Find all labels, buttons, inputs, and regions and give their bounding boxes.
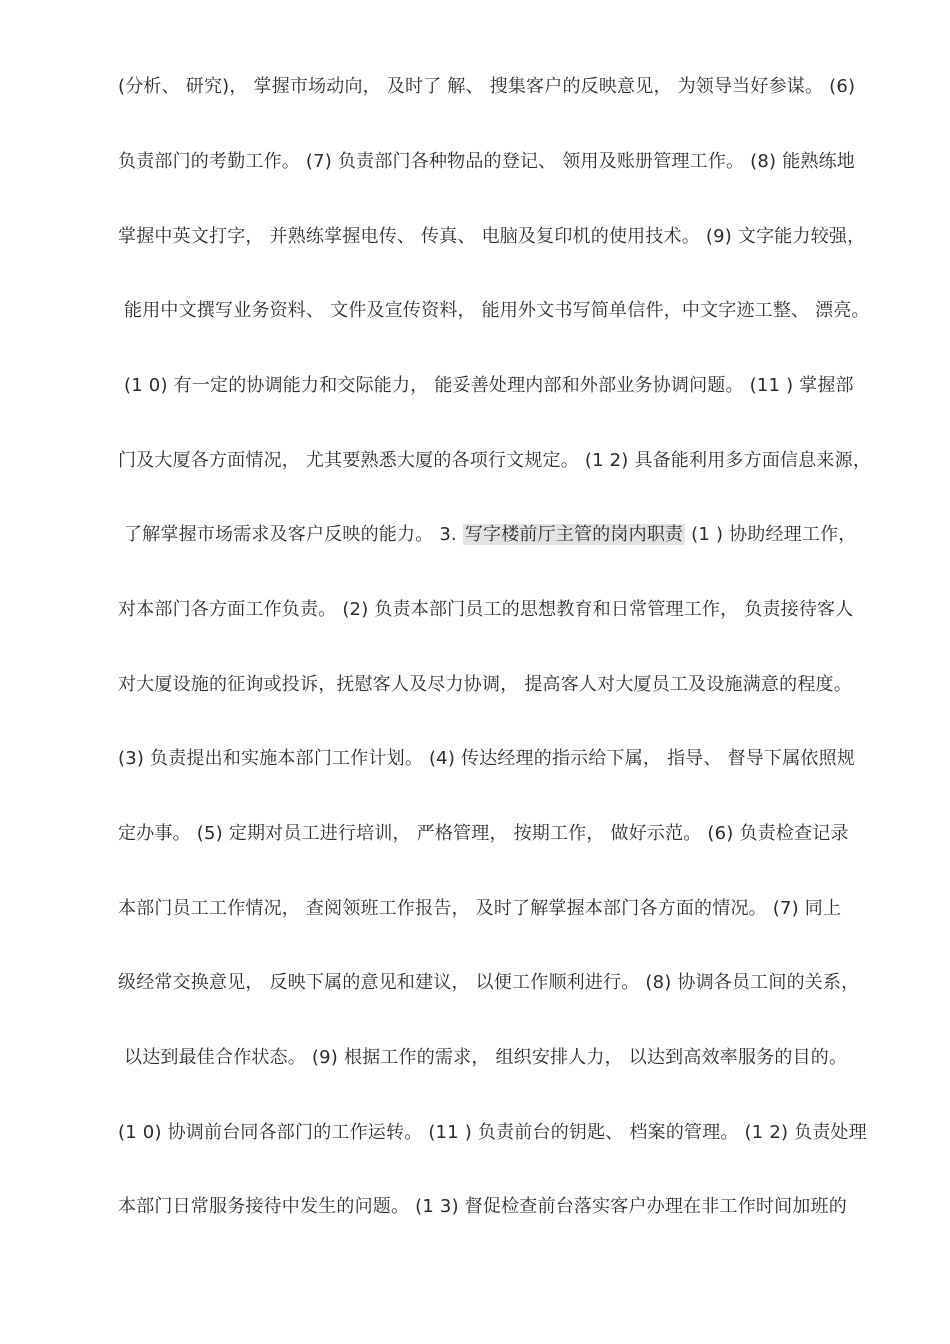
text-line-1: (分析、 研究)， 掌握市场动向， 及时了 解、 搜集客户的反映意见， 为领导当好参谋。 (6) bbox=[118, 76, 856, 97]
text-line-7 bbox=[124, 520, 924, 550]
text-line-3: 掌握中英文打字， 并熟练掌握电传、 传真、 电脑及复印机的使用技术。 (9) 文字能力较强， bbox=[118, 226, 866, 247]
text-line-16: 本部门日常服务接待中发生的问题。 (1 3) 督促检查前台落实客户办理在非工作时间加班的 bbox=[118, 1196, 847, 1217]
text-line-4: 能用中文撰写业务资料、 文件及宣传资料， 能用外文书写简单信件，中文字迹工整、 漂亮。 bbox=[124, 300, 870, 321]
text-line-5: (1 0) 有一定的协调能力和交际能力， 能妥善处理内部和外部业务协调问题。 (11 ) 掌握部 bbox=[124, 375, 854, 396]
highlighted-heading: 写字楼前厅主管的岗内职责 bbox=[464, 524, 684, 545]
text-line-9: 对大厦设施的征询或投诉，抚慰客人及尽力协调， 提高客人对大厦员工及设施满意的程度。 bbox=[118, 674, 852, 695]
text-line-8: 对本部门各方面工作负责。 (2) 负责本部门员工的思想教育和日常管理工作， 负责接待客人 bbox=[118, 599, 854, 620]
text-line-7-after: (1 ) 协助经理工作， bbox=[685, 524, 857, 545]
text-line-14: 以达到最佳合作状态。 (9) 根据工作的需求， 组织安排人力， 以达到高效率服务的目的。 bbox=[124, 1047, 848, 1068]
text-line-2: 负责部门的考勤工作。 (7) 负责部门各种物品的登记、 领用及账册管理工作。 (8) 能熟练地 bbox=[118, 151, 855, 172]
text-line-15: (1 0) 协调前台同各部门的工作运转。 (11 ) 负责前台的钥匙、 档案的管理。 (1 2) 负责处理 bbox=[118, 1122, 867, 1143]
text-line-7-before: 了解掌握市场需求及客户反映的能力。 3. bbox=[124, 524, 463, 545]
text-line-12: 本部门员工工作情况， 查阅领班工作报告， 及时了解掌握本部门各方面的情况。 (7) 同上 bbox=[118, 898, 842, 919]
text-line-6: 门及大厦各方面情况， 尤其要熟悉大厦的各项行文规定。 (1 2) 具备能利用多方面信息来源， bbox=[118, 450, 872, 471]
text-line-13: 级经常交换意见， 反映下属的意见和建议， 以便工作顺利进行。 (8) 协调各员工间的关系， bbox=[118, 972, 860, 993]
text-line-10: (3) 负责提出和实施本部门工作计划。 (4) 传达经理的指示给下属， 指导、 督导下属依照规 bbox=[118, 748, 855, 769]
text-line-11: 定办事。 (5) 定期对员工进行培训， 严格管理， 按期工作， 做好示范。 (6) 负责检查记录 bbox=[118, 823, 849, 844]
